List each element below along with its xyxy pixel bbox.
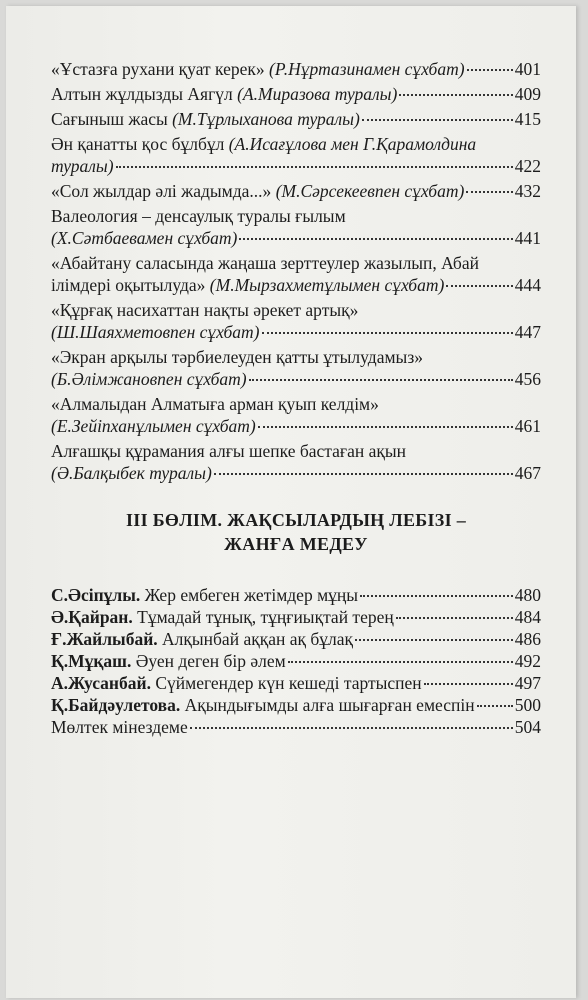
toc-entries	[51, 58, 541, 484]
page-number: 492	[514, 651, 541, 671]
dot-leader	[446, 285, 512, 287]
toc-entry	[51, 606, 541, 628]
table-of-contents	[51, 58, 541, 738]
entry-title	[51, 274, 444, 296]
entry-title-text: Алтын жұлдызды Аягүл	[51, 84, 238, 104]
toc-entry	[51, 83, 541, 105]
entry-title-text: Сағыныш жасы	[51, 109, 173, 129]
entry-title-note: (Ш.Шаяхметовпен сұхбат)	[51, 322, 260, 342]
dot-leader	[262, 332, 513, 334]
entry-title	[51, 606, 394, 628]
page-number: 500	[514, 695, 541, 715]
entry-title-text: Валеология – денсаулық туралы ғылым	[51, 206, 346, 226]
page-number: 409	[514, 84, 541, 104]
entry-title	[51, 393, 379, 415]
entry-title-text: «Сол жылдар әлі жадымда...»	[51, 181, 276, 201]
entry-title-note: (Р.Нұртазинамен сұхбат)	[269, 59, 465, 79]
entry-title	[51, 155, 114, 177]
toc-entry-line	[51, 393, 541, 415]
section-title-line2: ЖАНҒА МЕДЕУ	[224, 534, 368, 554]
toc-entry	[51, 299, 541, 343]
entry-title	[51, 462, 212, 484]
entry-author: Ә.Қайран.	[51, 607, 133, 627]
toc-entry	[51, 672, 541, 694]
entry-title-text: Ақындығымды алға шығарған емеспін	[180, 695, 475, 715]
entry-author: С.Әсіпұлы.	[51, 585, 141, 605]
toc-entry-line	[51, 321, 541, 343]
entry-title-note: (М.Мырзахметұлымен сұхбат)	[209, 275, 445, 295]
entry-title-text: «Абайтану саласында жаңаша зерттеулер жазылып, Абай	[51, 253, 479, 273]
toc-entry-line	[51, 83, 541, 105]
entry-title	[51, 83, 397, 105]
entry-title	[51, 628, 353, 650]
toc-entry	[51, 650, 541, 672]
toc-entry	[51, 584, 541, 606]
section-three-entries	[51, 584, 541, 738]
entry-title	[51, 108, 360, 130]
dot-leader	[116, 166, 513, 168]
entry-title	[51, 650, 286, 672]
entry-title-note: (А.Исағұлова мен Г.Қарамолдина	[228, 134, 477, 154]
toc-entry-line	[51, 108, 541, 130]
dot-leader	[399, 94, 512, 96]
entry-title-text: Сүймегендер күн кешеді тартыспен	[150, 673, 422, 693]
toc-entry	[51, 58, 541, 80]
entry-title	[51, 346, 423, 368]
book-page	[6, 6, 576, 998]
toc-entry-line	[51, 252, 541, 274]
toc-entry-line	[51, 58, 541, 80]
entry-author: Қ.Мұқаш.	[51, 651, 132, 671]
toc-entry-line	[51, 584, 541, 606]
entry-title	[51, 205, 346, 227]
toc-entry	[51, 133, 541, 177]
entry-title	[51, 440, 406, 462]
toc-entry-line	[51, 133, 541, 155]
toc-entry	[51, 716, 541, 738]
toc-entry-line	[51, 650, 541, 672]
entry-title	[51, 180, 464, 202]
toc-entry-line	[51, 440, 541, 462]
entry-title-note: туралы)	[51, 156, 114, 176]
toc-entry	[51, 393, 541, 437]
entry-title	[51, 227, 237, 249]
dot-leader	[360, 595, 513, 597]
page-number: 441	[514, 228, 541, 248]
entry-title-text: «Экран арқылы тәрбиелеуден қатты ұтылудамыз»	[51, 347, 423, 367]
entry-title-note: (Х.Сәтбаевамен сұхбат)	[51, 228, 238, 248]
entry-title	[51, 299, 358, 321]
page-number: 422	[514, 156, 541, 176]
entry-title	[51, 415, 256, 437]
entry-title-text: Алқынбай аққан ақ бұлақ	[157, 629, 354, 649]
entry-title-text: Жер ембеген жетімдер мұңы	[140, 585, 359, 605]
page-number: 432	[514, 181, 541, 201]
page-number: 497	[514, 673, 541, 693]
entry-title-note: (Ә.Балқыбек туралы)	[51, 463, 212, 483]
toc-entry	[51, 205, 541, 249]
entry-title-text: Алғашқы құрамания алғы шепке бастаған ақын	[51, 441, 406, 461]
dot-leader	[249, 379, 513, 381]
toc-entry-line	[51, 205, 541, 227]
dot-leader	[477, 705, 513, 707]
page-number: 447	[514, 322, 541, 342]
dot-leader	[355, 639, 513, 641]
entry-title-text: Мөлтек мінездеме	[51, 717, 188, 737]
toc-entry	[51, 108, 541, 130]
dot-leader	[288, 661, 513, 663]
dot-leader	[424, 683, 513, 685]
dot-leader	[467, 69, 513, 71]
toc-entry	[51, 628, 541, 650]
page-number: 401	[514, 59, 541, 79]
entry-title	[51, 252, 479, 274]
entry-title-note: (Е.Зейіпханұлымен сұхбат)	[51, 416, 256, 436]
toc-entry-line	[51, 716, 541, 738]
page-number: 504	[514, 717, 541, 737]
dot-leader	[466, 191, 512, 193]
entry-title	[51, 58, 465, 80]
toc-entry-line	[51, 462, 541, 484]
section-title-line1: ІІІ БӨЛІМ. ЖАҚСЫЛАРДЫҢ ЛЕБІЗІ –	[125, 510, 466, 530]
page-number: 456	[514, 369, 541, 389]
entry-title-text: Ән қанатты қос бұлбұл	[51, 134, 229, 154]
dot-leader	[239, 238, 512, 240]
entry-title	[51, 672, 422, 694]
page-number: 480	[514, 585, 541, 605]
dot-leader	[190, 727, 513, 729]
page-number: 467	[514, 463, 541, 483]
entry-title	[51, 321, 260, 343]
entry-title-text: «Ұстазға рухани қуат керек»	[51, 59, 270, 79]
entry-title	[51, 368, 247, 390]
toc-entry-line	[51, 299, 541, 321]
entry-title-note: (М.Тұрлыханова туралы)	[172, 109, 360, 129]
entry-title-note: (Б.Әлімжановпен сұхбат)	[51, 369, 247, 389]
entry-title	[51, 716, 188, 738]
entry-title-text: Әуен деген бір әлем	[131, 651, 286, 671]
dot-leader	[214, 473, 513, 475]
entry-title-text: ілімдері оқытылуда»	[51, 275, 210, 295]
entry-title-text: «Құрғақ насихаттан нақты әрекет артық»	[51, 300, 359, 320]
entry-title-note: (А.Миразова туралы)	[237, 84, 398, 104]
toc-entry-line	[51, 155, 541, 177]
toc-entry-line	[51, 346, 541, 368]
toc-entry-line	[51, 415, 541, 437]
toc-entry	[51, 346, 541, 390]
entry-title-text: «Алмалыдан Алматыға арман қуып келдім»	[51, 394, 379, 414]
dot-leader	[258, 426, 513, 428]
toc-entry	[51, 694, 541, 716]
toc-entry	[51, 180, 541, 202]
toc-entry	[51, 252, 541, 296]
section-title	[51, 508, 541, 556]
toc-entry-line	[51, 368, 541, 390]
toc-entry-line	[51, 227, 541, 249]
toc-entry	[51, 440, 541, 484]
toc-entry-line	[51, 628, 541, 650]
page-number: 461	[514, 416, 541, 436]
page-number: 444	[514, 275, 541, 295]
entry-title	[51, 694, 475, 716]
entry-title-text: Тұмадай тұнық, тұңғиықтай терең	[132, 607, 394, 627]
toc-entry-line	[51, 672, 541, 694]
toc-entry-line	[51, 274, 541, 296]
entry-title-note: (М.Сәрсекеевпен сұхбат)	[275, 181, 465, 201]
entry-title	[51, 584, 358, 606]
entry-author: Ғ.Жайлыбай.	[51, 629, 158, 649]
toc-entry-line	[51, 180, 541, 202]
entry-author: А.Жусанбай.	[51, 673, 151, 693]
dot-leader	[362, 119, 513, 121]
page-number: 484	[514, 607, 541, 627]
dot-leader	[396, 617, 513, 619]
entry-title	[51, 133, 476, 155]
toc-entry-line	[51, 694, 541, 716]
page-number: 486	[514, 629, 541, 649]
entry-author: Қ.Байдәулетова.	[51, 695, 181, 715]
toc-entry-line	[51, 606, 541, 628]
page-number: 415	[514, 109, 541, 129]
